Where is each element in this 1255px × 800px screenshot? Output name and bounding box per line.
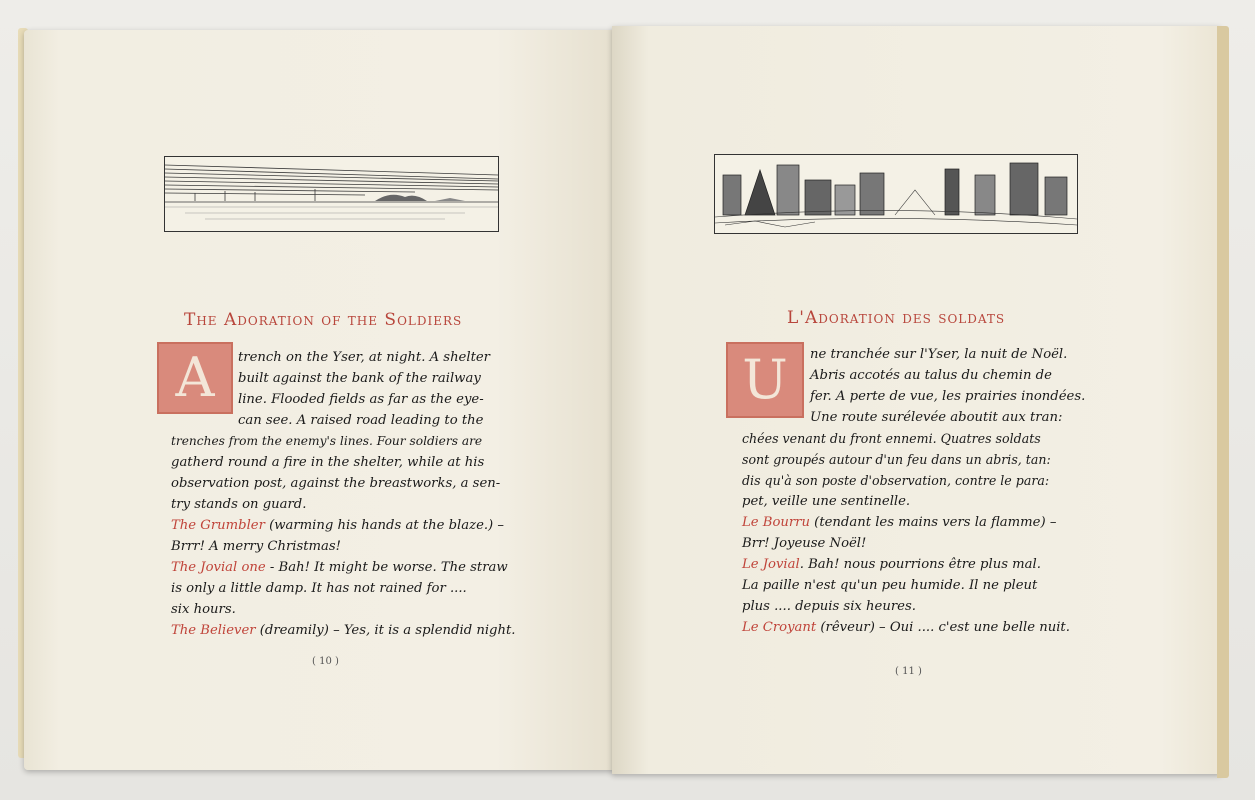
right-page-edge: [1217, 26, 1229, 778]
right-dialogue-line: Brr! Joyeuse Noël!: [742, 536, 867, 551]
speaker-the-believer: The Believer: [171, 623, 256, 638]
speaker-le-croyant: Le Croyant: [742, 620, 817, 635]
right-dialogue-line: Le Croyant (rêveur) – Oui .... c'est une belle nuit.: [742, 620, 1070, 635]
right-text-line: Une route surélevée aboutit aux tran:: [810, 410, 1063, 425]
left-dialogue-line: The Jovial one - Bah! It might be worse. The straw: [171, 560, 508, 575]
left-text-line: trench on the Yser, at night. A shelter: [238, 350, 490, 365]
right-text-line: chées venant du front ennemi. Quatres soldats: [742, 431, 1041, 446]
left-dialogue-line: The Grumbler (warming his hands at the blaze.) –: [171, 518, 504, 533]
speaker-the-jovial-one: The Jovial one: [171, 560, 266, 575]
right-text-line: dis qu'à son poste d'observation, contre le para:: [742, 473, 1050, 488]
speaker-le-bourru: Le Bourru: [742, 515, 810, 530]
right-text-line: fer. A perte de vue, les prairies inondées.: [810, 389, 1086, 404]
speaker-the-grumbler: The Grumbler: [171, 518, 265, 533]
left-text-line: gatherd round a fire in the shelter, while at his: [171, 455, 485, 470]
open-book: [14, 22, 1229, 782]
left-dialogue-line: The Believer (dreamily) – Yes, it is a splendid night.: [171, 623, 516, 638]
left-dropcap: A: [157, 342, 233, 414]
left-text-line: trenches from the enemy's lines. Four soldiers are: [171, 434, 483, 448]
left-text-line: built against the bank of the railway: [238, 371, 481, 386]
left-dialogue-line: Brrr! A merry Christmas!: [171, 539, 341, 554]
right-dialogue-line: Le Jovial. Bah! nous pourrions être plus mal.: [742, 557, 1041, 572]
left-page-number: ( 10 ): [312, 656, 339, 667]
right-dialogue-line: Le Bourru (tendant les mains vers la flamme) –: [742, 515, 1057, 530]
right-dialogue-line: La paille n'est qu'un peu humide. Il ne pleut: [742, 578, 1038, 593]
right-dialogue-line: plus .... depuis six heures.: [742, 599, 916, 614]
left-text-line: observation post, against the breastworks, a sen-: [171, 476, 501, 491]
right-page-title: L'Adoration des soldats: [787, 308, 1006, 328]
left-text-line: try stands on guard.: [171, 497, 307, 512]
left-dialogue-line: six hours.: [171, 602, 236, 617]
right-text-line: sont groupés autour d'un feu dans un abris, tan:: [742, 452, 1051, 467]
right-text-line: Abris accotés au talus du chemin de: [810, 368, 1052, 383]
left-text-line: can see. A raised road leading to the: [238, 413, 484, 428]
left-dialogue-line: is only a little damp. It has not rained for ....: [171, 581, 467, 596]
left-text-line: line. Flooded fields as far as the eye-: [238, 392, 484, 407]
right-text-line: pet, veille une sentinelle.: [742, 494, 911, 509]
left-illustration-flooded-fields: [164, 156, 499, 232]
right-text-line: ne tranchée sur l'Yser, la nuit de Noël.: [810, 347, 1068, 362]
right-dropcap: U: [726, 342, 804, 418]
right-page: [612, 26, 1222, 774]
left-page-title: The Adoration of the Soldiers: [184, 310, 463, 330]
left-page: [24, 30, 614, 770]
right-illustration-ruined-town: [714, 154, 1078, 234]
speaker-le-jovial: Le Jovial: [742, 557, 800, 572]
right-page-number: ( 11 ): [895, 666, 922, 677]
